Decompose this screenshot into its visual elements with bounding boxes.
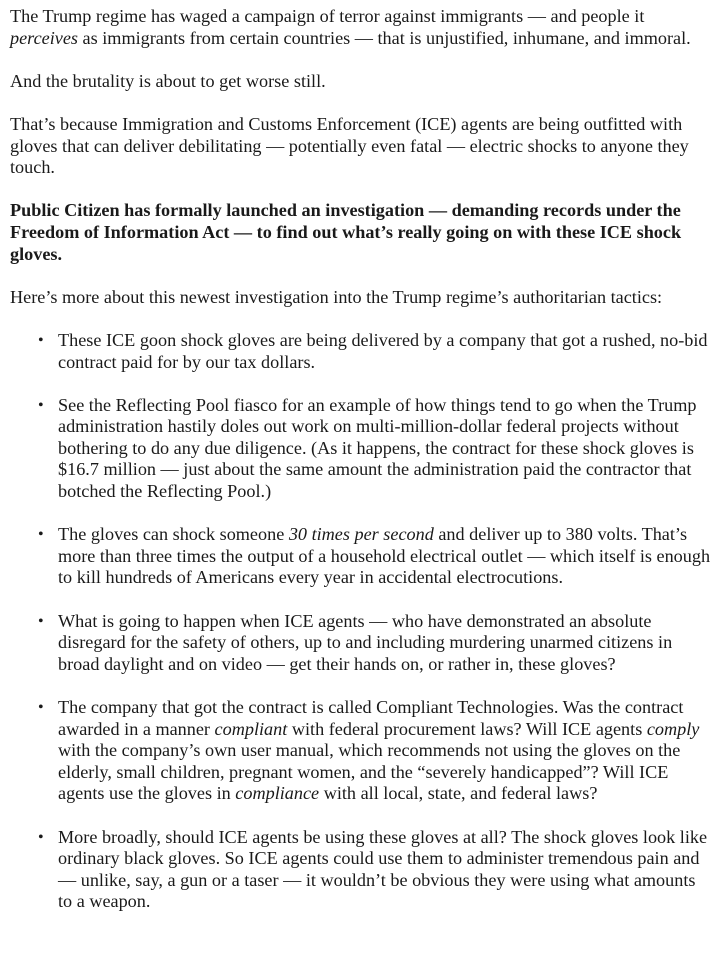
list-item-no-bid-contract: • These ICE goon shock gloves are being delivered by a company that got a rushed, no-bid contract paid for by our tax dollars. [58, 330, 713, 373]
compliant-text-3: with the company’s own user manual, which recommends not using the gloves on the elderly, small children, pregnant women, and the “severely handicapped”? Will ICE agents use the gloves in [58, 740, 681, 804]
brutality-paragraph: And the brutality is about to get worse still. [10, 70, 326, 91]
intro-emphasis: perceives [10, 27, 78, 48]
comply-emphasis: comply [646, 718, 700, 739]
compliance-emphasis: compliance [235, 783, 320, 804]
bullet-list [10, 330, 713, 913]
voltage-emphasis: 30 times per second [288, 524, 434, 545]
list-item-broadly: • More broadly, should ICE agents be using these gloves at all? The shock gloves look like ordinary black gloves. So ICE agents could use them to administer tremendous pain and — unlike, say, a gun or a taser — it wouldn’t be obvious they were using what amounts to a weapon. [58, 827, 713, 913]
list-item-compliant [58, 697, 713, 805]
list-intro-paragraph: Here’s more about this newest investigation into the Trump regime’s authoritarian tactics: [10, 286, 663, 307]
intro-paragraph [10, 6, 713, 49]
list-item-reflecting-pool: • See the Reflecting Pool fiasco for an example of how things tend to go when the Trump administration hastily doles out work on multi-million-dollar federal projects without bothering to do any due diligence. (As it happens, the contract for these shock gloves is $16.7 million — just about the same amount the administration paid the contractor that botched the Reflecting Pool.) [58, 395, 713, 503]
gloves-paragraph: That’s because Immigration and Customs Enforcement (ICE) agents are being outfitted with gloves that can deliver debilitating — potentially even fatal — electric shocks to anyone they touch. [10, 113, 689, 178]
intro-text-end: as immigrants from certain countries — that is unjustified, inhumane, and immoral. [78, 27, 691, 48]
intro-text-start: The Trump regime has waged a campaign of terror against immigrants — and people it [10, 6, 645, 26]
compliant-emphasis: compliant [214, 718, 288, 739]
list-item-disregard: • What is going to happen when ICE agents — who have demonstrated an absolute disregard for the safety of others, up to and including murdering unarmed citizens in broad daylight and on video — get their hands on, or rather in, these gloves? [58, 611, 713, 676]
list-item-voltage [58, 524, 713, 589]
compliant-text-2: with federal procurement laws? Will ICE agents [287, 718, 647, 739]
compliant-text-4: with all local, state, and federal laws? [319, 783, 598, 804]
article-body [10, 6, 713, 935]
voltage-text-start: The gloves can shock someone [58, 524, 289, 545]
investigation-paragraph: Public Citizen has formally launched an investigation — demanding records under the Freedom of Information Act — to find out what’s really going on with these ICE shock gloves. [10, 200, 682, 264]
compliant-text-1: The company that got the contract is called Compliant Technologies. Was the contract awarded in a manner [58, 697, 684, 739]
voltage-text-end: and deliver up to 380 volts. That’s more than three times the output of a household electrical outlet — which itself is enough to kill hundreds of Americans every year in accidental electrocutions. [58, 524, 711, 588]
